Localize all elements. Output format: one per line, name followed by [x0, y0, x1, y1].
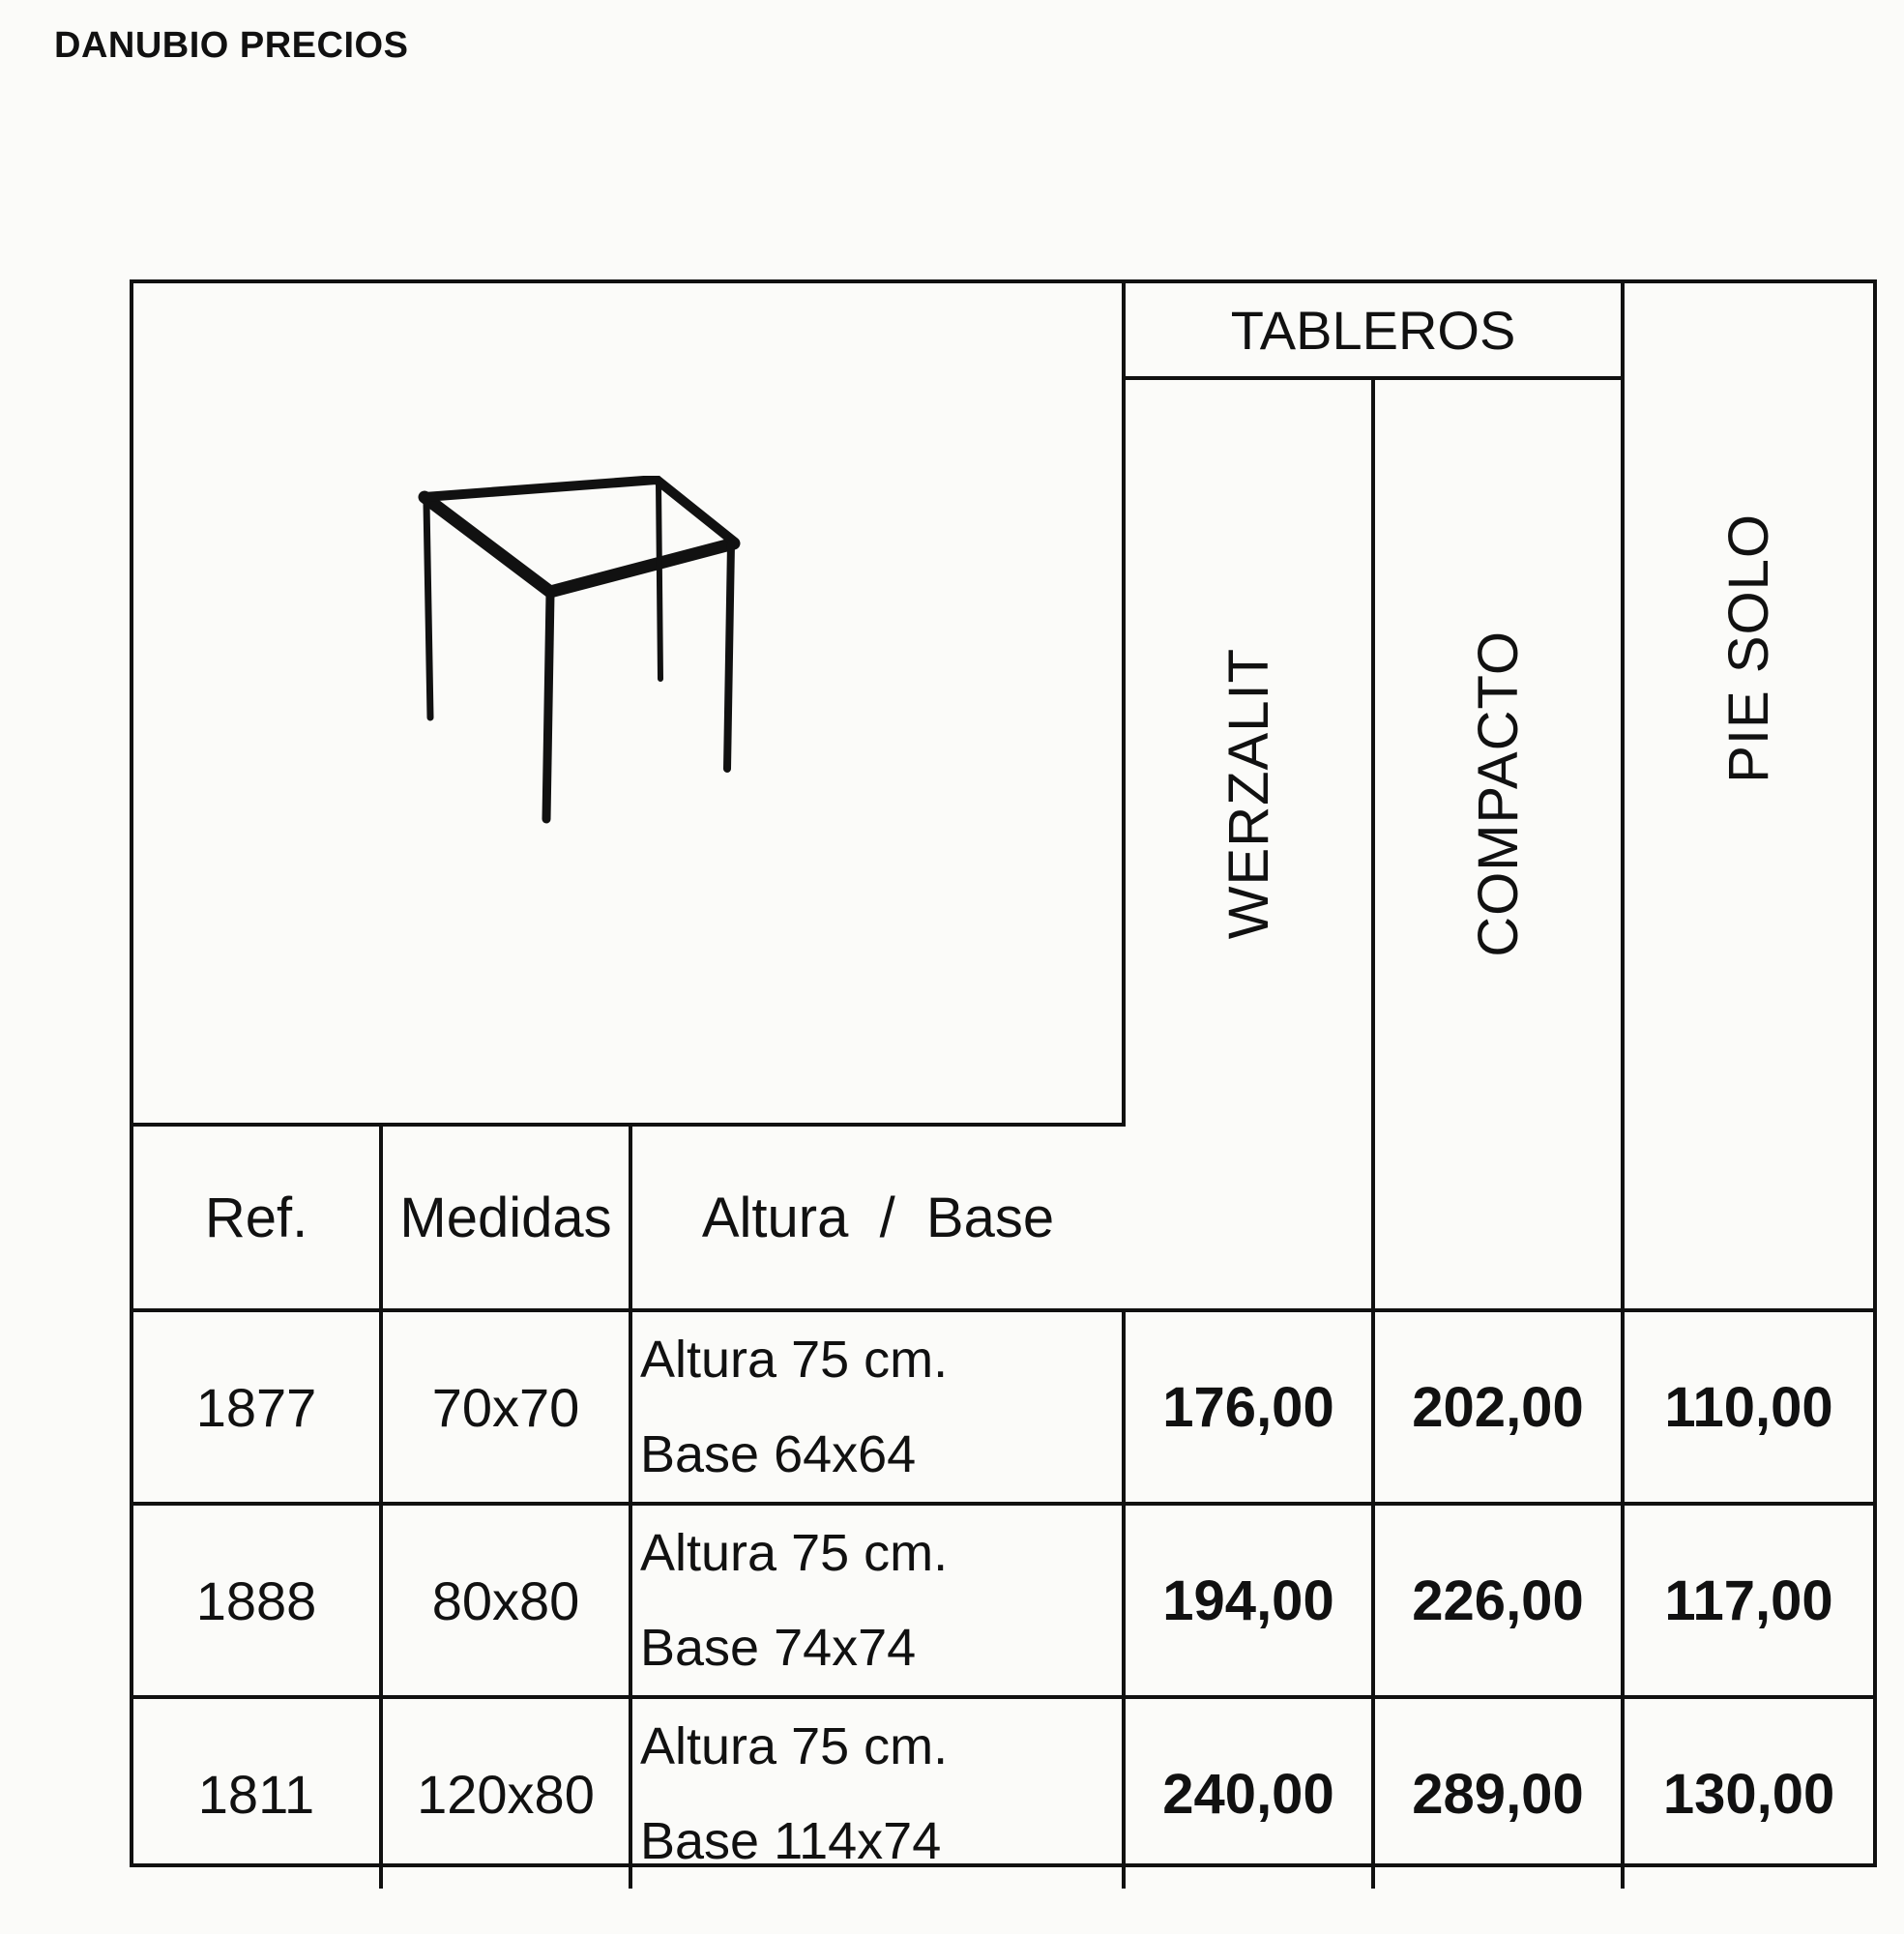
price-compacto: 202,00: [1373, 1310, 1623, 1504]
product-image-cell: [133, 283, 1124, 1125]
price-pie-solo: 130,00: [1623, 1697, 1873, 1889]
altura-text: Altura 75 cm.: [640, 1524, 949, 1582]
price-compacto: 226,00: [1373, 1504, 1623, 1697]
table-row: [133, 1697, 1873, 1889]
ref-cell: 1888: [133, 1504, 381, 1697]
ref-cell: 1877: [133, 1310, 381, 1504]
col-header-ref: Ref.: [133, 1125, 381, 1310]
price-compacto: 289,00: [1373, 1697, 1623, 1889]
header-row-top: [133, 283, 1873, 378]
price-werzalit: 194,00: [1124, 1504, 1373, 1697]
table-row: [133, 1504, 1873, 1697]
altura-base-cell: [630, 1310, 1124, 1504]
table-frame-icon: [405, 476, 850, 930]
altura-text: Altura 75 cm.: [640, 1331, 949, 1389]
col-header-compacto: [1373, 378, 1623, 1310]
medidas-cell: 80x80: [381, 1504, 630, 1697]
col-header-werzalit: [1124, 378, 1373, 1310]
base-text: Base 64x64: [640, 1425, 917, 1483]
price-werzalit: 240,00: [1124, 1697, 1373, 1889]
medidas-cell: 70x70: [381, 1310, 630, 1504]
col-header-medidas: Medidas: [381, 1125, 630, 1310]
group-header-tableros: TABLEROS: [1124, 283, 1623, 378]
col-header-label: PIE SOLO: [1717, 513, 1781, 783]
altura-text: Altura 75 cm.: [640, 1717, 949, 1775]
price-werzalit: 176,00: [1124, 1310, 1373, 1504]
price-pie-solo: 117,00: [1623, 1504, 1873, 1697]
col-header-pie-solo: [1623, 283, 1873, 1310]
ref-cell: 1811: [133, 1697, 381, 1889]
col-header-label: WERZALIT: [1216, 647, 1280, 940]
table-row: [133, 1310, 1873, 1504]
altura-base-cell: [630, 1504, 1124, 1697]
base-text: Base 114x74: [640, 1812, 942, 1870]
page-title: DANUBIO PRECIOS: [54, 25, 409, 66]
price-pie-solo: 110,00: [1623, 1310, 1873, 1504]
col-header-altura-base: Altura / Base: [630, 1125, 1124, 1310]
base-text: Base 74x74: [640, 1619, 917, 1677]
price-table-frame: [130, 279, 1877, 1870]
price-table: [133, 283, 1873, 1889]
col-header-label: COMPACTO: [1466, 630, 1530, 957]
altura-base-cell: [630, 1697, 1124, 1889]
medidas-cell: 120x80: [381, 1697, 630, 1889]
